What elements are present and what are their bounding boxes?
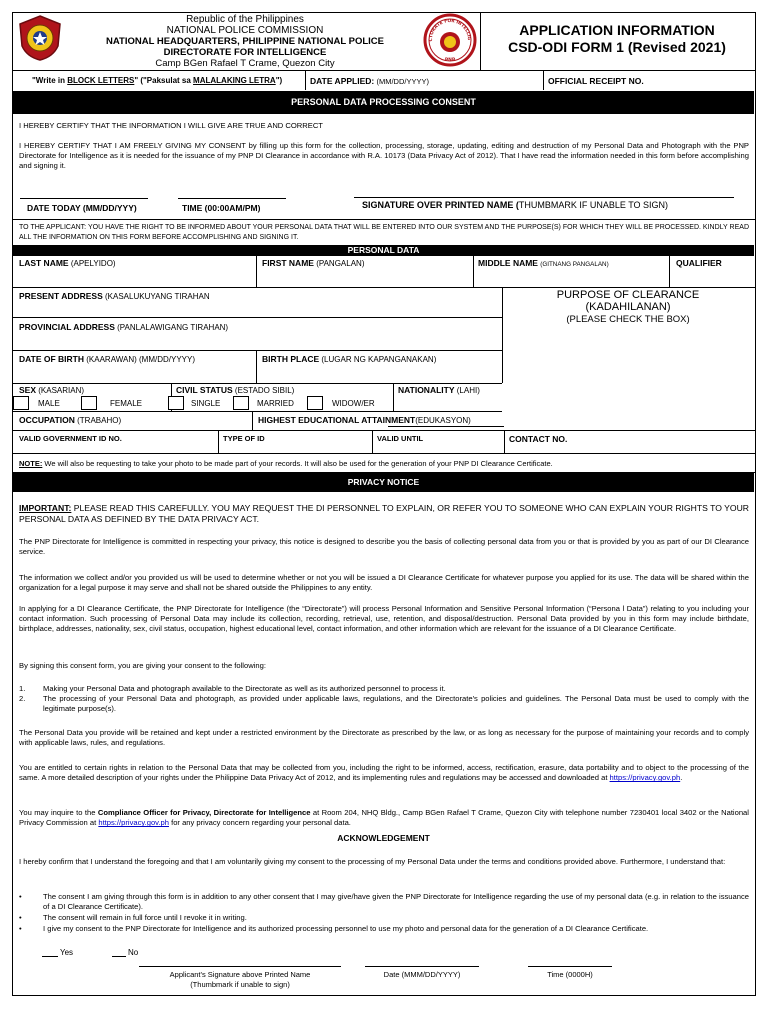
no-label: No [128,948,139,957]
block-letters-b: BLOCK LETTERS [67,76,135,85]
id-divider-3 [504,430,505,453]
qualifier-label: QUALIFIER [676,258,722,268]
sex-male-label: MALE [38,399,60,408]
privacy-important-label: IMPORTANT: [19,503,72,513]
sex-label: SEX [19,385,37,395]
seal-bottom-text: PNP [444,58,456,63]
education-label: HIGHEST EDUCATIONAL ATTAINMENT [258,415,416,425]
sex-tl: (KASARIAN) [38,386,85,395]
id-divider-2 [372,430,373,453]
pnp-seal-left [17,14,63,62]
header-bottom-rule [12,70,755,71]
date-today-label: DATE TODAY (MM/DD/YYY) [27,203,137,213]
intelligence-seal-right [423,13,477,67]
dob-divider [256,350,257,383]
education-tl: (EDUKASYON) [415,416,471,425]
certify-true-text: I HEREBY CERTIFY THAT THE INFORMATION I WILL GIVE ARE TRUE AND CORRECT [19,121,323,130]
photo-note-text: We will also be requesting to take your photo to be made part of your records. It will also be used for the generation of your PNP DI Clearance Certificate. [42,459,553,468]
contact-no-field[interactable]: CONTACT NO. [509,434,568,444]
last-name-tl: (APELYIDO) [70,259,116,268]
top-row-divider-1 [305,70,306,90]
list-text-1: Making your Personal Data and photograph available to the Directorate as well as its authorized personnel to process it. [43,684,446,693]
block-letters-note [32,76,282,85]
purpose-instruction: (PLEASE CHECK THE BOX) [566,314,690,325]
consent-list-item-2 [19,694,749,714]
yes-label: Yes [60,948,74,957]
signature-label: SIGNATURE OVER PRINTED NAME ( [362,200,519,210]
occupation-field[interactable] [19,415,121,425]
valid-until-field[interactable]: VALID UNTIL [377,434,424,443]
applicant-rights-note: TO THE APPLICANT: YOU HAVE THE RIGHT TO BE INFORMED ABOUT YOUR PERSONAL DATA THAT WILL BE ENTERED INTO OUR SYSTEM AND THE PURPOSE(S) FOR WHICH THEY WILL BE PROCESSED. KINDLY READ ALL THE INFORMATION ON THIS FORM BEFORE ACCOMPLISHING AND SIGNING IT. [19,224,749,241]
list-num-2: 2. [19,694,26,703]
present-address-tl: (KASALUKUYANG TIRAHAN [105,292,210,301]
form-title [482,22,752,56]
form-title-line-2: CSD-ODI FORM 1 (Revised 2021) [508,39,726,55]
privacy-para-4: By signing this consent form, you are giving your consent to the following: [19,661,266,670]
ack-date-line[interactable] [365,966,479,967]
id-divider-1 [218,430,219,453]
photo-note [19,459,553,468]
top-row-divider-2 [543,70,544,90]
civil-widower-label: WIDOW/ER [332,399,375,408]
birth-place-label: BIRTH PLACE [262,354,320,364]
names-divider-2 [473,256,474,287]
present-address-field[interactable] [19,291,210,301]
official-receipt-label: OFFICIAL RECEIPT NO. [548,76,644,86]
ack-bullet-2-text: The consent will remain in full force until I revoke it in writing. [43,913,247,922]
date-applied-field[interactable] [310,76,429,86]
privacy-para-7d: for any privacy concern regarding your personal data. [168,818,351,828]
names-divider-1 [256,256,257,287]
privacy-para-1: The PNP Directorate for Intelligence is committed in respecting your privacy, this notice is designed to describe you the basis of collecting personal data from you or that is provided by you as part of our DI Clearance service. [19,537,749,557]
qualifier-field[interactable] [676,258,722,268]
ack-bullet-3-dot: • [19,924,22,933]
provincial-address-label: PROVINCIAL ADDRESS [19,322,115,332]
names-row-bottom [12,287,755,288]
id-row-bottom [12,453,755,454]
list-text-2: The processing of your Personal Data and photograph, as provided under applicable laws, regulations, and the Directorate's policies and guidelines. The Personal Data must be used to comply with the legitimate purpose(s). [43,694,749,714]
middle-name-field[interactable] [478,258,609,268]
applicant-signature-caption [139,970,341,990]
seal-arc-text: CTORATE FOR INTELLIG [428,18,472,42]
consent-section-header: PERSONAL DATA PROCESSING CONSENT [13,91,754,114]
privacy-link-1[interactable]: https://privacy.gov.ph [609,773,681,783]
date-of-birth-label: DATE OF BIRTH [19,354,85,364]
privacy-link-2[interactable]: https://privacy.gov.ph [98,818,169,828]
date-applied-format: (MM/DD/YYYY) [376,77,429,86]
signature-thumbmark: THUMBMARK IF UNABLE TO SIGN) [518,200,669,210]
civil-married-checkbox[interactable] [233,396,249,410]
ack-bullet-3-text: I give my consent to the PNP Directorate for Intelligence and its authorized processing personnel to use my photo and personal data for the generation of a DI Clearance Certificate. [43,924,649,933]
type-of-id-field[interactable]: TYPE OF ID [223,434,265,443]
gov-line-2: NATIONAL POLICE COMMISSION [166,25,324,36]
last-name-label: LAST NAME [19,258,69,268]
ack-date-caption: Date (MMM/DD/YYYY) [383,970,461,979]
certify-consent-text: I HEREBY CERTIFY THAT I AM FREELY GIVING MY CONSENT by filling up this form for the collection, processing, storage, updating, editing and destruction of my Personal Data and Photograph with the PNP Directorate for Intelligence as it is needed for the issuance of my PNP DI Clearance in accordance with R.A. 10173 (Data Privacy Act of 2012). That I have read the information needed in this form before accomplishing and signing it. [19,141,749,171]
privacy-para-3: In applying for a DI Clearance Certificate, the PNP Directorate for Intelligence (the “Directorate”) will process Personal Information and Sensitive Personal Information (“Persona l Data”) relating to you including your contact information. Such processing of Personal Data may include its collection, recording, retrieval, use, retention, and disposal/destruction. Personal Data provided by you in this form may include birthdate, birthplace, addresses, nationality, sex, civil status, occupation, highest educational level, contact information, and other information which are relevant for the issuance of a DI Clearance Certificate. [19,604,749,634]
present-address-label: PRESENT ADDRESS [19,291,103,301]
ack-time-line[interactable] [528,966,612,967]
no-blank[interactable] [112,956,126,957]
block-letters-e: ") [275,76,283,85]
gov-line-3: NATIONAL HEADQUARTERS, PHILIPPINE NATIONAL POLICE [106,36,384,47]
civil-status-tl: (ESTADO SIBIL) [234,386,295,395]
personal-data-header: PERSONAL DATA [13,245,754,256]
ack-bullet-1 [19,892,749,912]
nationality-tl: (LAHI) [456,386,480,395]
date-today-field[interactable] [27,203,137,213]
ack-time-caption: Time (0000H) [547,970,593,979]
provincial-address-field[interactable] [19,322,228,332]
gov-line-4: DIRECTORATE FOR INTELLIGENCE [163,47,327,58]
middle-name-label: MIDDLE NAME [478,258,538,268]
date-of-birth-tl: (KAARAWAN) (MM/DD/YYYY) [86,355,195,364]
sex-row-bottom [12,411,502,412]
last-name-field[interactable] [19,258,116,268]
present-address-bottom [12,317,502,318]
privacy-para-6-text: You are entitled to certain rights in relation to the Personal Data that may be collected from you, including the right to be informed, access, rectification, erasure, data portability and to object to the processing of the same. A more detailed description of your rights under the Philippine Data Privacy Act of 2012, and its implementing rules and regulations may be accessed and downloaded at [19,763,749,783]
occupation-tl: (TRABAHO) [77,416,122,425]
civil-status-label: CIVIL STATUS [176,385,233,395]
official-receipt-field[interactable] [548,76,644,86]
valid-id-field[interactable]: VALID GOVERNMENT ID NO. [19,434,122,443]
privacy-para-7c: at Room 204, NHQ Bldg., Camp BGen Rafael T Crame, Quezon City with telephone number 7230401 local 3402 or the National Privacy Commission at [19,808,749,828]
date-applied-label: DATE APPLIED: [310,76,375,86]
privacy-para-6 [19,763,749,783]
applicant-signature-line[interactable] [139,966,341,967]
form-title-line-1: APPLICATION INFORMATION [519,22,715,38]
list-num-1: 1. [19,684,26,693]
privacy-notice-header: PRIVACY NOTICE [13,473,754,492]
provincial-address-tl: (PANLALAWIGANG TIRAHAN) [117,323,229,332]
consent-list-item-1 [19,684,749,694]
purpose-title: PURPOSE OF CLEARANCE [556,289,700,301]
privacy-para-7 [19,808,749,828]
dob-bottom [12,383,502,384]
privacy-para-2: The information we collect and/or you provided us will be used to determine whether or not you will be issued a DI Clearance Certificate for whatever purpose you applied for its use. The data will be shared within the organization for a legal purpose it may serve and shall not be shared outside the Philippines to any entity. [19,573,749,593]
date-today-line [20,198,148,199]
names-divider-3 [669,256,670,287]
first-name-tl: (PANGALAN) [316,259,365,268]
ack-bullet-3 [19,924,749,934]
nationality-field[interactable] [398,385,480,395]
acknowledgement-title: ACKNOWLEDGEMENT [337,833,430,843]
applicant-thumbmark-label: (Thumbmark if unable to sign) [190,980,290,989]
provincial-address-bottom [12,350,502,351]
agency-header [70,14,420,70]
gov-line-5: Camp BGen Rafael T Crame, Quezon City [155,58,335,69]
sex-male-checkbox[interactable] [13,396,29,410]
time-field[interactable] [182,203,260,213]
education-underline [388,426,504,427]
consent-divider [12,219,755,220]
privacy-important [19,503,749,525]
first-name-field[interactable] [262,258,365,268]
header-divider [480,12,481,70]
signature-line [354,197,734,198]
birth-place-tl: (LUGAR NG KAPANGANAKAN) [321,355,437,364]
date-of-birth-field[interactable] [19,354,195,364]
civil-widower-checkbox[interactable] [307,396,323,410]
purpose-of-clearance[interactable] [503,289,753,326]
time-line [178,198,286,199]
birth-place-field[interactable] [262,354,436,364]
time-label: TIME (00:00AM/PM) [182,203,261,213]
civil-single-checkbox[interactable] [168,396,184,410]
privacy-para-6-end: . [680,773,683,783]
block-letters-c: " ("Paksulat sa [134,76,194,85]
sex-label-group [19,385,84,395]
privacy-para-5: The Personal Data you provide will be retained and kept under a restricted environment by the Directorate as prescribed by the law, or as long as necessary for the purpose of maintaining your records and to comply with applicable laws, rules, and regulations. [19,728,749,748]
privacy-para-7a: You may inquire to the [19,808,98,817]
nationality-label: NATIONALITY [398,385,455,395]
occupation-label: OCCUPATION [19,415,75,425]
gov-line-1: Republic of the Philippines [186,14,304,25]
nationality-divider [393,383,394,411]
civil-single-label: SINGLE [191,399,221,408]
ack-bullet-1-dot: • [19,892,22,901]
signature-field[interactable] [362,200,668,210]
first-name-label: FIRST NAME [262,258,314,268]
privacy-important-text: PLEASE READ THIS CAREFULLY. YOU MAY REQUEST THE DI PERSONNEL TO EXPLAIN, OR REFER YOU TO SOMEONE WHO CAN EXPLAIN YOUR RIGHTS TO YOUR PERSONAL DATA AS DEFINED BY THE DATA PRIVACY ACT. [19,503,749,524]
yes-blank[interactable] [42,956,58,957]
occupation-row-bottom [12,430,755,431]
privacy-compliance-officer: Compliance Officer for Privacy, Directorate for Intelligence [97,808,311,817]
ack-intro: I hereby confirm that I understand the foregoing and that I am voluntarily giving my consent to the processing of my Personal Data under the terms and conditions provided above. Furthermore, I understand that: [19,857,726,866]
purpose-title-tl: (KADAHILANAN) [585,301,671,313]
civil-status-label-group [176,385,294,395]
ack-bullet-2 [19,913,749,923]
civil-married-label: MARRIED [257,399,294,408]
block-letters-a: "Write in [32,76,68,85]
occupation-divider [252,411,253,430]
ack-bullet-1-text: The consent I am giving through this form is in addition to any other consent that I may give/have given the PNP Directorate for Intelligence regarding the use of my personal data (e.g. in relation to the issuance of a DI Clearance Certificate). [43,892,749,912]
ack-bullet-2-dot: • [19,913,22,922]
block-letters-d: MALALAKING LETRA [193,76,276,85]
middle-name-tl: (GITNANG PANGALAN) [540,261,609,268]
photo-note-label: NOTE: [19,459,43,468]
applicant-signature-label: Applicant's Signature above Printed Name [169,970,311,979]
sex-female-checkbox[interactable] [81,396,97,410]
sex-female-label: FEMALE [110,399,143,408]
education-field[interactable] [258,415,471,425]
